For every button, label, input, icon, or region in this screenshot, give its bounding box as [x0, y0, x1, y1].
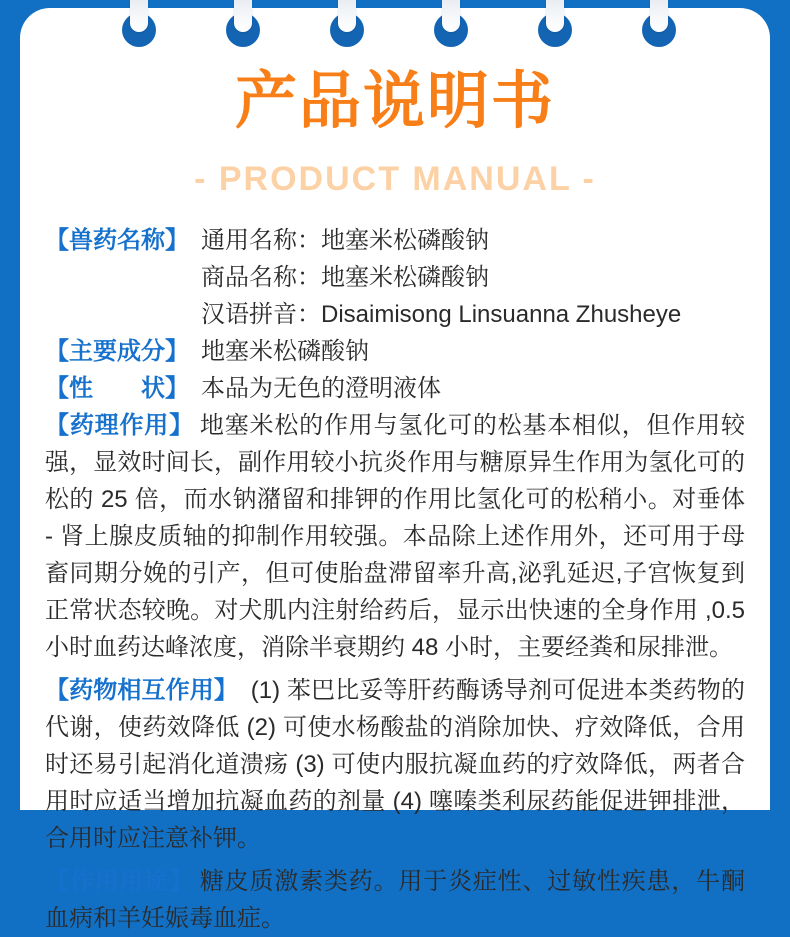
binder-ring: [538, 0, 572, 50]
section-drug-name: [45, 222, 745, 333]
section-label: 【兽药名称】: [45, 227, 189, 254]
manual-body: [45, 222, 745, 937]
manual-card: [20, 8, 770, 932]
page-title: 产品说明书: [234, 67, 555, 136]
drug-name-lines: [201, 222, 681, 333]
binder-ring: [226, 0, 260, 50]
generic-name-line: 通用名称：地塞米松磷酸钠: [201, 227, 489, 254]
binder-ring: [330, 0, 364, 50]
drug-interaction-text: (1) 苯巴比妥等肝药酶诱导剂可促进本类药物的代谢，使药效降低 (2) 可使水杨酸盐的消除加快、疗效降低，合用时还易引起消化道溃疡 (3) 可使内服抗凝血药的疗效降低，两者合用时应适当增加抗凝血药的剂量 (4) 噻嗪类利尿药能促进钾排泄，合用时应注意补钾。: [45, 677, 745, 852]
section-character: [45, 370, 745, 407]
section-main-ingredient: [45, 333, 745, 370]
ring-strap-icon: [650, 0, 668, 32]
section-pharmacology: [45, 407, 745, 666]
pharmacology-text: 地塞米松的作用与氢化可的松基本相似，但作用较强，显效时间长，副作用较小抗炎作用与糖原异生作用为氢化可的松的 25 倍，而水钠潴留和排钾的作用比氢化可的松稍小。对垂体 - 肾上腺皮质轴的抑制作用较强。本品除上述作用外，还可用于母畜同期分娩的引产，但可使胎盘滞留率升高,泌乳延迟,子宫恢复到正常状态较晚。对犬肌内注射给药后，显示出快速的全身作用 ,0.5 小时血药达峰浓度，消除半衰期约 48 小时，主要经粪和尿排泄。: [45, 412, 746, 661]
main-ingredient-value: 地塞米松磷酸钠: [201, 338, 369, 365]
ring-strap-icon: [338, 0, 356, 32]
section-label: 【药理作用】: [45, 412, 194, 439]
character-value: 本品为无色的澄明液体: [201, 375, 441, 402]
binder-ring: [434, 0, 468, 50]
indications-text: 糖皮质激素类药。用于炎症性、过敏性疾患，牛酮血病和羊妊娠毒血症。: [45, 868, 746, 932]
pinyin-line: 汉语拼音：Disaimisong Linsuanna Zhusheye: [201, 301, 682, 328]
ring-strap-icon: [234, 0, 252, 32]
section-label: 【药物相互作用】: [45, 677, 238, 704]
ring-strap-icon: [442, 0, 460, 32]
section-label: 【主要成分】: [45, 338, 189, 365]
trade-name-line: 商品名称：地塞米松磷酸钠: [201, 264, 489, 291]
page-subtitle: - PRODUCT MANUAL -: [194, 160, 596, 198]
binder-ring: [122, 0, 156, 50]
section-label: 【性 状】: [45, 375, 189, 402]
section-drug-interaction: [45, 672, 745, 857]
section-label: 【作用用途】: [45, 868, 194, 895]
ring-strap-icon: [546, 0, 564, 32]
ring-strap-icon: [130, 0, 148, 32]
binder-ring: [642, 0, 676, 50]
section-indications: [45, 863, 745, 937]
